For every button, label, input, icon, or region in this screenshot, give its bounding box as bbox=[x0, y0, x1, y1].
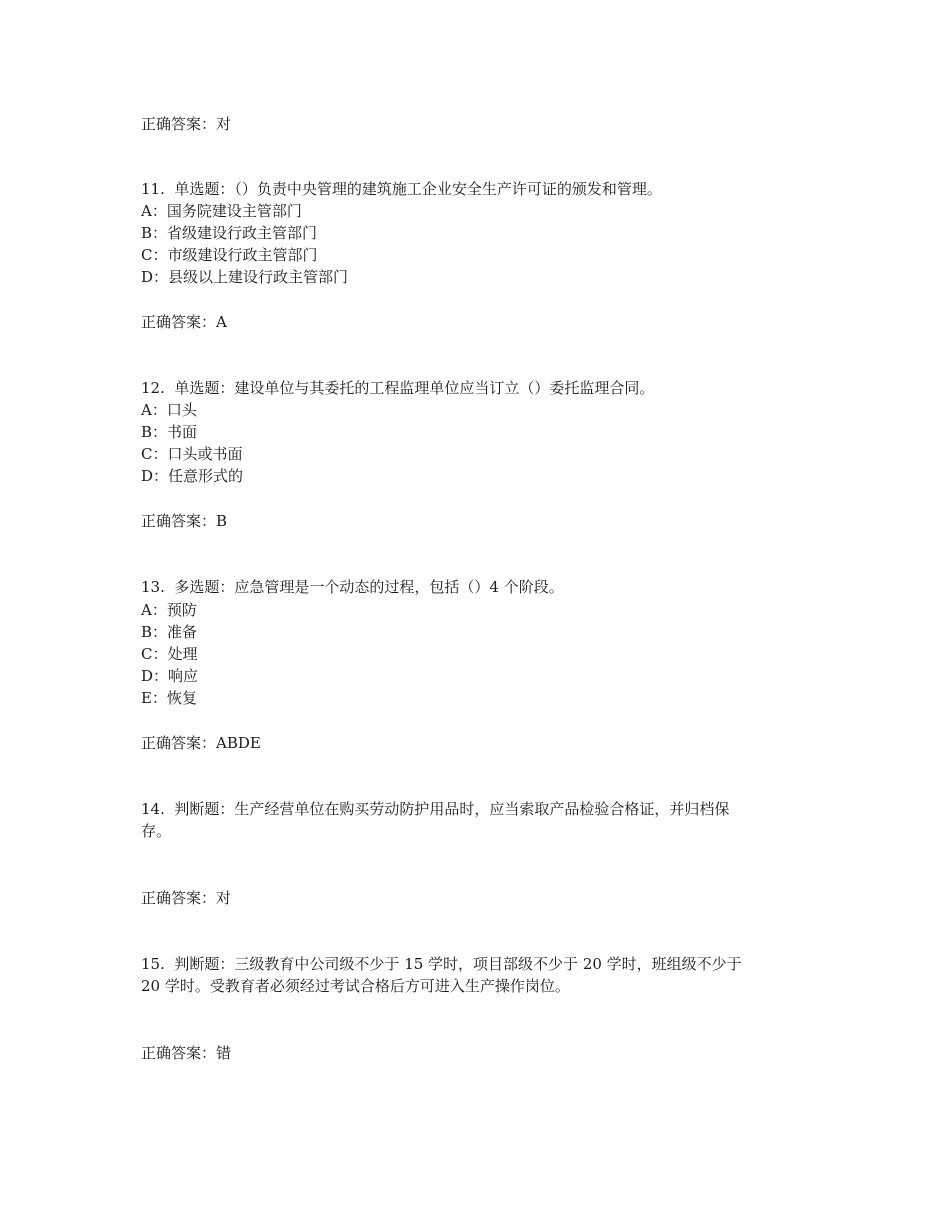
option-d: D：任意形式的 bbox=[141, 467, 244, 485]
option-c: C：口头或书面 bbox=[141, 445, 243, 463]
answer-value: B bbox=[216, 512, 228, 530]
answer-value: 错 bbox=[216, 1044, 232, 1062]
question-15 bbox=[141, 953, 742, 975]
answer-label: 正确答案： bbox=[141, 1044, 217, 1062]
answer-label: 正确答案： bbox=[141, 734, 217, 752]
question-11 bbox=[141, 178, 662, 200]
question-text: 生产经营单位在购买劳动防护用品时，应当索取产品检验合格证，并归档保 bbox=[234, 800, 730, 818]
option-e: E：恢复 bbox=[141, 689, 197, 707]
question-type: 单选题： bbox=[174, 379, 235, 397]
question-type: 多选题： bbox=[174, 578, 235, 596]
question-type: 单选题： bbox=[174, 180, 235, 198]
answer-line bbox=[141, 311, 227, 333]
question-number: 13. bbox=[141, 578, 165, 596]
option-c: C：处理 bbox=[141, 645, 198, 663]
option-b: B：准备 bbox=[141, 623, 198, 641]
question-text: 应急管理是一个动态的过程，包括（）4 个阶段。 bbox=[234, 578, 564, 596]
answer-label: 正确答案： bbox=[141, 889, 217, 907]
option-d: D：县级以上建设行政主管部门 bbox=[141, 268, 349, 286]
question-text-continued: 20 学时。受教育者必须经过考试合格后方可进入生产操作岗位。 bbox=[141, 977, 570, 995]
answer-line bbox=[141, 510, 227, 532]
question-text: 建设单位与其委托的工程监理单位应当订立（）委托监理合同。 bbox=[234, 379, 655, 397]
question-13 bbox=[141, 576, 564, 598]
answer-value: 对 bbox=[216, 115, 232, 133]
answer-line bbox=[141, 887, 231, 909]
question-14 bbox=[141, 798, 729, 820]
question-12 bbox=[141, 377, 654, 399]
option-c: C：市级建设行政主管部门 bbox=[141, 246, 318, 264]
question-text: 三级教育中公司级不少于 15 学时，项目部级不少于 20 学时，班组级不少于 bbox=[234, 955, 742, 973]
answer-value: ABDE bbox=[216, 734, 261, 752]
answer-label: 正确答案： bbox=[141, 115, 217, 133]
question-number: 15. bbox=[141, 955, 165, 973]
option-a: A：国务院建设主管部门 bbox=[141, 202, 302, 220]
answer-value: A bbox=[216, 313, 227, 331]
question-number: 14. bbox=[141, 800, 165, 818]
answer-label: 正确答案： bbox=[141, 313, 217, 331]
option-b: B：书面 bbox=[141, 423, 198, 441]
answer-line bbox=[141, 113, 231, 135]
option-b: B：省级建设行政主管部门 bbox=[141, 224, 318, 242]
answer-line bbox=[141, 1042, 231, 1064]
answer-line bbox=[141, 732, 261, 754]
answer-label: 正确答案： bbox=[141, 512, 217, 530]
question-number: 11. bbox=[141, 180, 165, 198]
option-a: A：预防 bbox=[141, 601, 197, 619]
question-text: （）负责中央管理的建筑施工企业安全生产许可证的颁发和管理。 bbox=[234, 180, 662, 198]
question-type: 判断题： bbox=[174, 955, 235, 973]
answer-value: 对 bbox=[216, 889, 232, 907]
option-d: D：响应 bbox=[141, 667, 199, 685]
question-number: 12. bbox=[141, 379, 165, 397]
option-a: A：口头 bbox=[141, 401, 197, 419]
question-text-continued: 存。 bbox=[141, 822, 172, 840]
question-type: 判断题： bbox=[174, 800, 235, 818]
